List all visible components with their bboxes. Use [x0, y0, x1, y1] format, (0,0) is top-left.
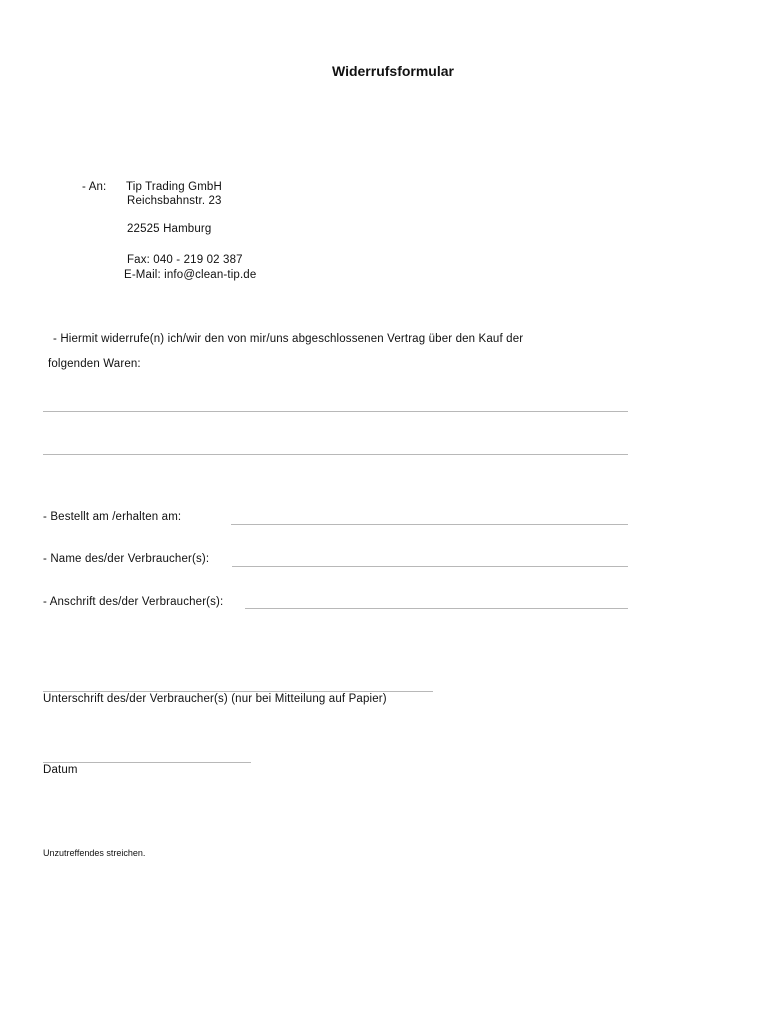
signature-label: Unterschrift des/der Verbraucher(s) (nur bei Mitteilung auf Papier) — [43, 693, 387, 705]
page-title: Widerrufsformular — [331, 63, 454, 79]
recipient-fax: Fax: 040 - 219 02 387 — [127, 254, 243, 266]
date-line[interactable] — [43, 762, 251, 763]
recipient-label: - An: — [82, 181, 107, 193]
statement-line-1: - Hiermit widerrufe(n) ich/wir den von mir/uns abgeschlossenen Vertrag über den Kauf der — [53, 333, 524, 345]
consumer-name-label: - Name des/der Verbraucher(s): — [43, 553, 210, 565]
date-label: Datum — [43, 764, 78, 776]
goods-line-1[interactable] — [43, 411, 628, 412]
goods-line-2[interactable] — [43, 454, 628, 455]
consumer-name-line[interactable] — [232, 566, 628, 567]
footnote: Unzutreffendes streichen. — [43, 848, 146, 858]
recipient-company: Tip Trading GmbH — [126, 181, 222, 193]
consumer-address-line[interactable] — [245, 608, 628, 609]
statement-line-2: folgenden Waren: — [48, 358, 141, 370]
ordered-received-line[interactable] — [231, 524, 628, 525]
recipient-street: Reichsbahnstr. 23 — [127, 195, 222, 207]
consumer-address-label: - Anschrift des/der Verbraucher(s): — [43, 596, 224, 608]
recipient-city: 22525 Hamburg — [127, 223, 212, 235]
ordered-received-label: - Bestellt am /erhalten am: — [43, 511, 182, 523]
recipient-email: E-Mail: info@clean-tip.de — [124, 269, 257, 281]
signature-line[interactable] — [43, 691, 433, 692]
